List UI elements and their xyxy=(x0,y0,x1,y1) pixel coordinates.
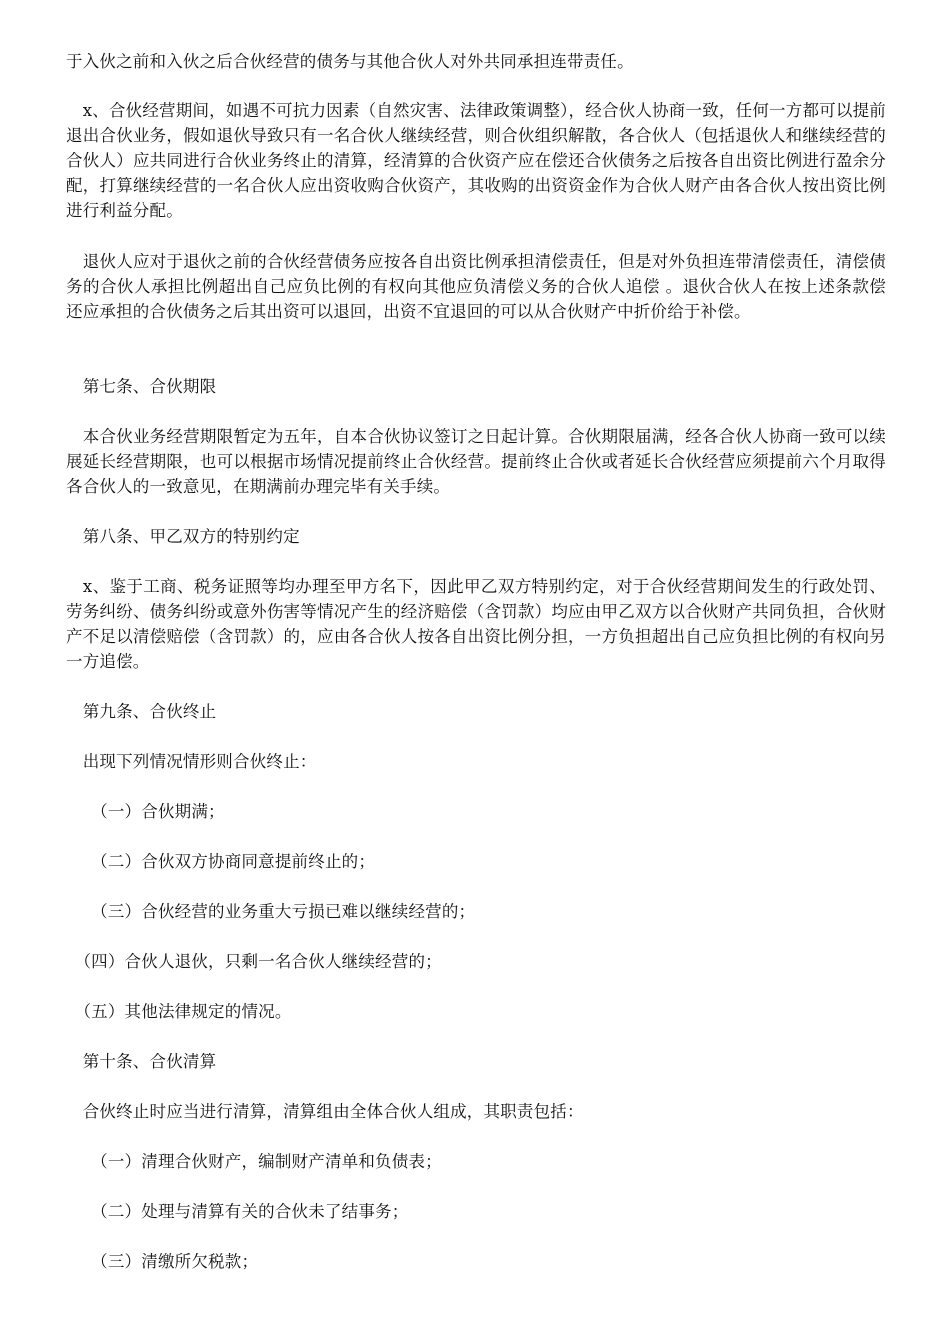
list-item-liquidation-3: （三）清缴所欠税款； xyxy=(66,1252,259,1271)
paragraph-termination-intro: 出现下列情况情形则合伙终止： xyxy=(66,752,317,771)
list-item-termination-1: （一）合伙期满； xyxy=(66,802,225,821)
paragraph-special-agreement: x、鉴于工商、税务证照等均办理至甲方名下，因此甲乙双方特别约定，对于合伙经营期间发生的行政处罚、劳务纠纷、债务纠纷或意外伤害等情况产生的经济赔偿（含罚款）均应由甲乙双方以合伙财产共同负担，合伙财产不足以清偿赔偿（含罚款）的，应由各合伙人按各自出资比例分担，一方负担超出自己应负担比例的有权向另一方追偿。 xyxy=(66,577,886,671)
list-item-termination-4: （四）合伙人退伙，只剩一名合伙人继续经营的； xyxy=(66,952,442,971)
heading-article-8: 第八条、甲乙双方的特别约定 xyxy=(66,527,300,546)
list-item-termination-2: （二）合伙双方协商同意提前终止的； xyxy=(66,852,376,871)
list-item-termination-5: （五）其他法律规定的情况。 xyxy=(66,1002,292,1021)
list-item-liquidation-1: （一）清理合伙财产，编制财产清单和负债表； xyxy=(66,1152,442,1171)
list-item-liquidation-2: （二）处理与清算有关的合伙未了结事务； xyxy=(66,1202,409,1221)
heading-article-10: 第十条、合伙清算 xyxy=(66,1052,217,1071)
heading-article-9: 第九条、合伙终止 xyxy=(66,702,217,721)
paragraph-liquidation-intro: 合伙终止时应当进行清算，清算组由全体合伙人组成，其职责包括： xyxy=(66,1102,584,1121)
paragraph-withdrawal-debts: 退伙人应对于退伙之前的合伙经营债务应按各自出资比例承担清偿责任，但是对外负担连带清偿责任，清偿债务的合伙人承担比例超出自己应负比例的有权向其他应负清偿义务的合伙人追偿 。退伙合伙人在按上述条款偿还应承担的合伙债务之后其出资可以退回，出资不宜退回的可以从合伙财产中折价给于补偿。 xyxy=(66,252,886,321)
paragraph-force-majeure-withdrawal: x、合伙经营期间，如遇不可抗力因素（自然灾害、法律政策调整），经合伙人协商一致，任何一方都可以提前退出合伙业务，假如退伙导致只有一名合伙人继续经营，则合伙组织解散，各合伙人（包括退伙人和继续经营的合伙人）应共同进行合伙业务终止的清算，经清算的合伙资产应在偿还合伙债务之后按各自出资比例进行盈余分配，打算继续经营的一名合伙人应出资收购合伙资产，其收购的出资资金作为合伙人财产由各合伙人按出资比例进行利益分配。 xyxy=(66,101,886,220)
list-item-termination-3: （三）合伙经营的业务重大亏损已难以继续经营的； xyxy=(66,902,476,921)
paragraph-partnership-term: 本合伙业务经营期限暂定为五年，自本合伙协议签订之日起计算。合伙期限届满，经各合伙人协商一致可以续展延长经营期限，也可以根据市场情况提前终止合伙经营。提前终止合伙或者延长合伙经营应须提前六个月取得各合伙人的一致意见，在期满前办理完毕有关手续。 xyxy=(66,427,886,496)
heading-article-7: 第七条、合伙期限 xyxy=(66,377,217,396)
paragraph-joint-liability: 于入伙之前和入伙之后合伙经营的债务与其他合伙人对外共同承担连带责任。 xyxy=(66,52,634,71)
